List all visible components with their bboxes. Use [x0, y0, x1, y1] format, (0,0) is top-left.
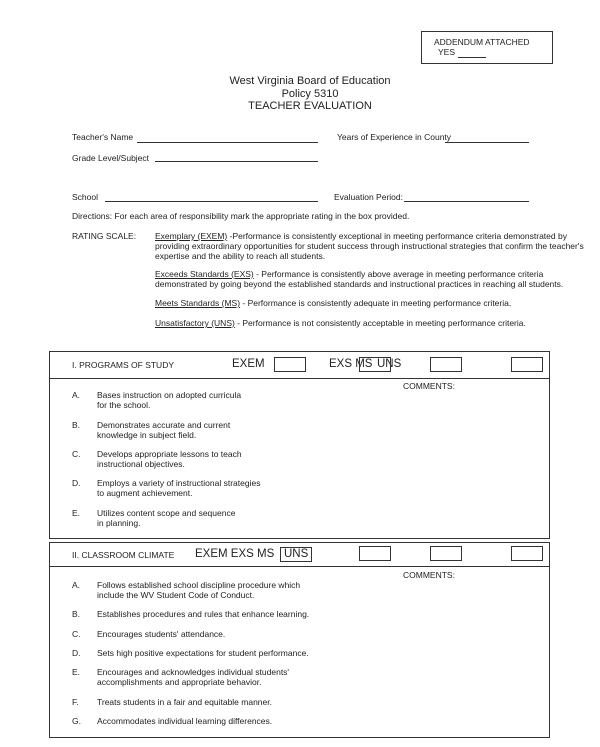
item-letter: C.: [72, 629, 81, 639]
item-line-2: instructional objectives.: [97, 459, 185, 469]
comments-label: COMMENTS:: [403, 570, 455, 580]
item-text: [97, 609, 309, 619]
item-letter: E.: [72, 508, 81, 518]
item-text: [97, 449, 242, 469]
item-line-1: Utilizes content scope and sequence: [97, 508, 236, 518]
section-classroom-climate: [49, 542, 550, 738]
addendum-yes-label: YES: [438, 47, 456, 57]
org-title: West Virginia Board of Education: [229, 75, 391, 87]
item-text: [97, 580, 300, 600]
policy-number: Policy 5310: [281, 88, 339, 100]
school-field[interactable]: [105, 201, 318, 202]
item-text: [97, 697, 272, 707]
section-1-header: [50, 352, 549, 379]
item-line-1: Accommodates individual learning differences.: [97, 716, 273, 726]
section-2-title: II. CLASSROOM CLIMATE: [72, 550, 175, 560]
exs-term: Exceeds Standards (EXS): [155, 269, 254, 279]
item-line-1: Sets high positive expectations for student performance.: [97, 648, 309, 658]
grade-label: Grade Level/Subject: [72, 153, 150, 163]
item-letter: B.: [72, 420, 81, 430]
addendum-yes-line[interactable]: [458, 57, 486, 58]
teacher-name-field[interactable]: [137, 142, 318, 143]
uns-line1: - Performance is not consistently acceptable in meeting performance criteria.: [234, 318, 526, 328]
item-letter: C.: [72, 449, 81, 459]
exs-rating-box[interactable]: [359, 357, 391, 372]
item-text: [97, 667, 289, 687]
item-line-1: Encourages students' attendance.: [97, 629, 226, 639]
item-line-1: Follows established school discipline procedure which: [97, 580, 301, 590]
school-label: School: [72, 192, 98, 202]
exem-label: EXEM: [232, 358, 265, 370]
ms-line1: - Performance is consistently adequate in meeting performance criteria.: [240, 298, 512, 308]
item-line-2: knowledge in subject field.: [97, 430, 197, 440]
item-letter: A.: [72, 390, 81, 400]
item-letter: F.: [72, 697, 79, 707]
item-letter: B.: [72, 609, 81, 619]
rating-exs: [155, 269, 563, 289]
uns-label: UNS: [377, 358, 402, 370]
item-line-1: Encourages and acknowledges individual students': [97, 667, 290, 677]
exem-line1: -Performance is consistently exceptional in meeting performance criteria demonstrated by: [227, 231, 567, 241]
rating-scale-label: RATING SCALE:: [72, 231, 137, 241]
grade-field[interactable]: [155, 161, 318, 162]
exs-line1: - Performance is consistently above average in meeting performance criteria: [253, 269, 544, 279]
item-text: [97, 390, 241, 410]
item-line-2: accomplishments and appropriate behavior.: [97, 677, 262, 687]
addendum-box: [421, 31, 553, 64]
item-letter: E.: [72, 667, 81, 677]
exs-ms-label: EXS MS: [329, 358, 373, 370]
rating-ms: [155, 298, 511, 308]
item-letter: D.: [72, 478, 81, 488]
item-line-1: Develops appropriate lessons to teach: [97, 449, 242, 459]
item-line-1: Demonstrates accurate and current: [97, 420, 231, 430]
ratings-label: EXEM EXS MS: [195, 548, 275, 560]
item-text: [97, 420, 230, 440]
exem-rating-box[interactable]: [274, 357, 306, 372]
ms-rating-box[interactable]: [430, 546, 462, 561]
comments-label: COMMENTS:: [403, 381, 455, 391]
item-letter: D.: [72, 648, 81, 658]
exs-line2: demonstrated by going beyond the established standards and instructional practices in reaching all students.: [155, 279, 564, 289]
item-line-2: to augment achievement.: [97, 488, 193, 498]
item-text: [97, 478, 260, 498]
rating-exem: [155, 231, 584, 261]
item-line-2: in planning.: [97, 518, 141, 528]
ms-rating-box[interactable]: [430, 357, 462, 372]
directions-text: Directions: For each area of responsibility mark the appropriate rating in the box provided.: [72, 211, 410, 221]
ms-term: Meets Standards (MS): [155, 298, 241, 308]
years-field[interactable]: [445, 142, 529, 143]
section-2-header: [50, 543, 549, 567]
period-field[interactable]: [404, 201, 529, 202]
item-line-1: Treats students in a fair and equitable manner.: [97, 697, 272, 707]
item-letter: G.: [72, 716, 81, 726]
exem-line2: providing extraordinary opportunities for student success through instructional strategies that confirm the teacher's: [155, 241, 584, 251]
addendum-label: ADDENDUM ATTACHED: [434, 37, 530, 47]
uns-term: Unsatisfactory (UNS): [155, 318, 235, 328]
uns-label-box[interactable]: UNS: [280, 547, 312, 562]
uns-rating-box[interactable]: [511, 357, 543, 372]
section-programs-of-study: [49, 351, 550, 539]
period-label: Evaluation Period:: [334, 192, 403, 202]
exs-rating-box[interactable]: [359, 546, 391, 561]
item-line-2: include the WV Student Code of Conduct.: [97, 590, 255, 600]
item-letter: A.: [72, 580, 81, 590]
teacher-name-label: Teacher's Name: [72, 132, 134, 142]
item-text: [97, 716, 272, 726]
item-line-1: Establishes procedures and rules that enhance learning.: [97, 609, 310, 619]
item-line-1: Bases instruction on adopted curricula: [97, 390, 242, 400]
uns-rating-box[interactable]: [511, 546, 543, 561]
page-title: TEACHER EVALUATION: [248, 100, 372, 112]
item-text: [97, 648, 309, 658]
rating-uns: [155, 318, 526, 328]
item-line-2: for the school.: [97, 400, 151, 410]
years-label: Years of Experience in County: [337, 132, 452, 142]
exem-term: Exemplary (EXEM): [155, 231, 228, 241]
item-text: [97, 629, 225, 639]
item-text: [97, 508, 235, 528]
item-line-1: Employs a variety of instructional strategies: [97, 478, 261, 488]
exem-line3: expertise and the ability to reach all students.: [155, 251, 326, 261]
section-1-title: I. PROGRAMS OF STUDY: [72, 360, 175, 370]
